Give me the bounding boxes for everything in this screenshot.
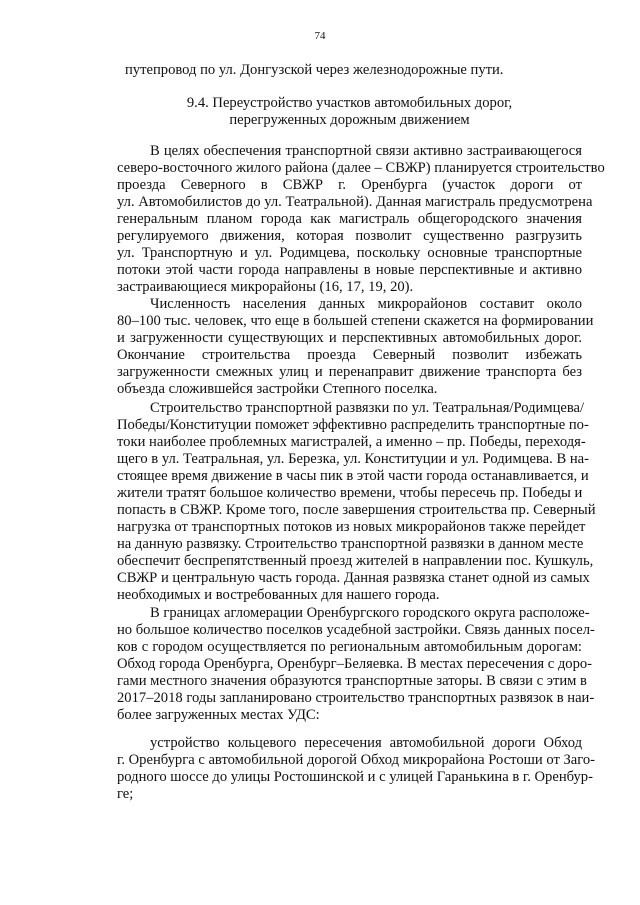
text-line: генеральным планом города как магистраль общегородского значения: [117, 211, 582, 227]
text-line: жители тратят большое количество времени, чтобы пересечь пр. Победы и: [117, 485, 583, 501]
text-line: В целях обеспечения транспортной связи активно застраивающегося: [150, 143, 582, 159]
text-line: ул. Транспортную и ул. Родимцева, поскольку основные транспортные: [117, 245, 582, 261]
text-line: 2017–2018 годы запланировано строительство транспортных развязок в наи-: [117, 690, 595, 706]
text-line: родного шоссе до улицы Ростошинской и с улицей Гаранькина в г. Оренбур-: [117, 769, 593, 785]
text-line: В границах агломерации Оренбургского городского округа расположе-: [150, 605, 590, 621]
text-line: на данную развязку. Строительство транспортной развязки в данном месте: [117, 536, 584, 552]
text-line: ге;: [117, 786, 134, 802]
text-line: путепровод по ул. Донгузской через железнодорожные пути.: [125, 62, 504, 78]
text-line: токи наиболее проблемных магистралей, а именно – пр. Победы, переходя-: [117, 434, 586, 450]
text-line: 80–100 тыс. человек, что еще в большей степени скажется на формировании: [117, 313, 594, 329]
text-line: Обход города Оренбурга, Оренбург–Беляевка. В местах пересечения с доро-: [117, 656, 593, 672]
text-line: устройство кольцевого пересечения автомобильной дороги Обход: [150, 735, 582, 751]
text-line: объезда сложившейся застройки Степного поселка.: [117, 381, 438, 397]
text-line: но большое количество поселков усадебной застройки. Связь данных посел-: [117, 622, 595, 638]
text-line: застраивающиеся микрорайоны (16, 17, 19, 20).: [117, 279, 414, 295]
text-line: проезда Северного в СВЖР г. Оренбурга (участок дороги от: [117, 177, 582, 193]
text-line: стоящее время движение в часы пик в этой части города останавливается, и: [117, 468, 589, 484]
text-line: более загруженных местах УДС:: [117, 707, 320, 723]
text-line: загруженности смежных улиц и перенаправит движение транспорта без: [117, 364, 582, 380]
text-line: ул. Автомобилистов до ул. Театральной). Данная магистраль предусмотрена: [117, 194, 593, 210]
text-line: нагрузка от транспортных потоков из новых микрорайонов также перейдет: [117, 519, 586, 535]
text-line: потоки этой части города направлены в новые перспективные и активно: [117, 262, 582, 278]
text-line: регулируемого движения, которая позволит существенно разгрузить: [117, 228, 582, 244]
text-line: ков с городом осуществляется по региональным автомобильным дорогам:: [117, 639, 582, 655]
text-line: Численность населения данных микрорайонов составит около: [150, 296, 582, 312]
text-line: щего в ул. Театральная, ул. Березка, ул. Конституции и ул. Родимцева. В на-: [117, 451, 589, 467]
text-line: г. Оренбурга с автомобильной дорогой Обход микрорайона Ростоши от Заго-: [117, 752, 596, 768]
page-number: 74: [314, 30, 326, 42]
text-line: необходимых и востребованных для нашего города.: [117, 587, 440, 603]
text-line: СВЖР и центральную часть города. Данная развязка станет одной из самых: [117, 570, 590, 586]
text-line: попасть в СВЖР. Кроме того, после завершения строительства пр. Северный: [117, 502, 596, 518]
text-line: обеспечит беспрепятственный проезд жителей в направлении пос. Кушкуль,: [117, 553, 594, 569]
text-line: Окончание строительства проезда Северный позволит избежать: [117, 347, 582, 363]
section-heading: перегруженных дорожным движением: [229, 112, 470, 128]
text-line: Строительство транспортной развязки по ул. Театральная/Родимцева/: [150, 400, 585, 416]
text-line: Победы/Конституции поможет эффективно распределить транспортные по-: [117, 417, 589, 433]
section-heading: 9.4. Переустройство участков автомобильных дорог,: [186, 95, 513, 111]
text-line: и загруженности существующих и перспективных автомобильных дорог.: [117, 330, 582, 346]
text-line: северо-восточного жилого района (далее – СВЖР) планируется строительство: [117, 160, 605, 176]
text-line: гами местного значения образуются транспортные заторы. В связи с этим в: [117, 673, 587, 689]
